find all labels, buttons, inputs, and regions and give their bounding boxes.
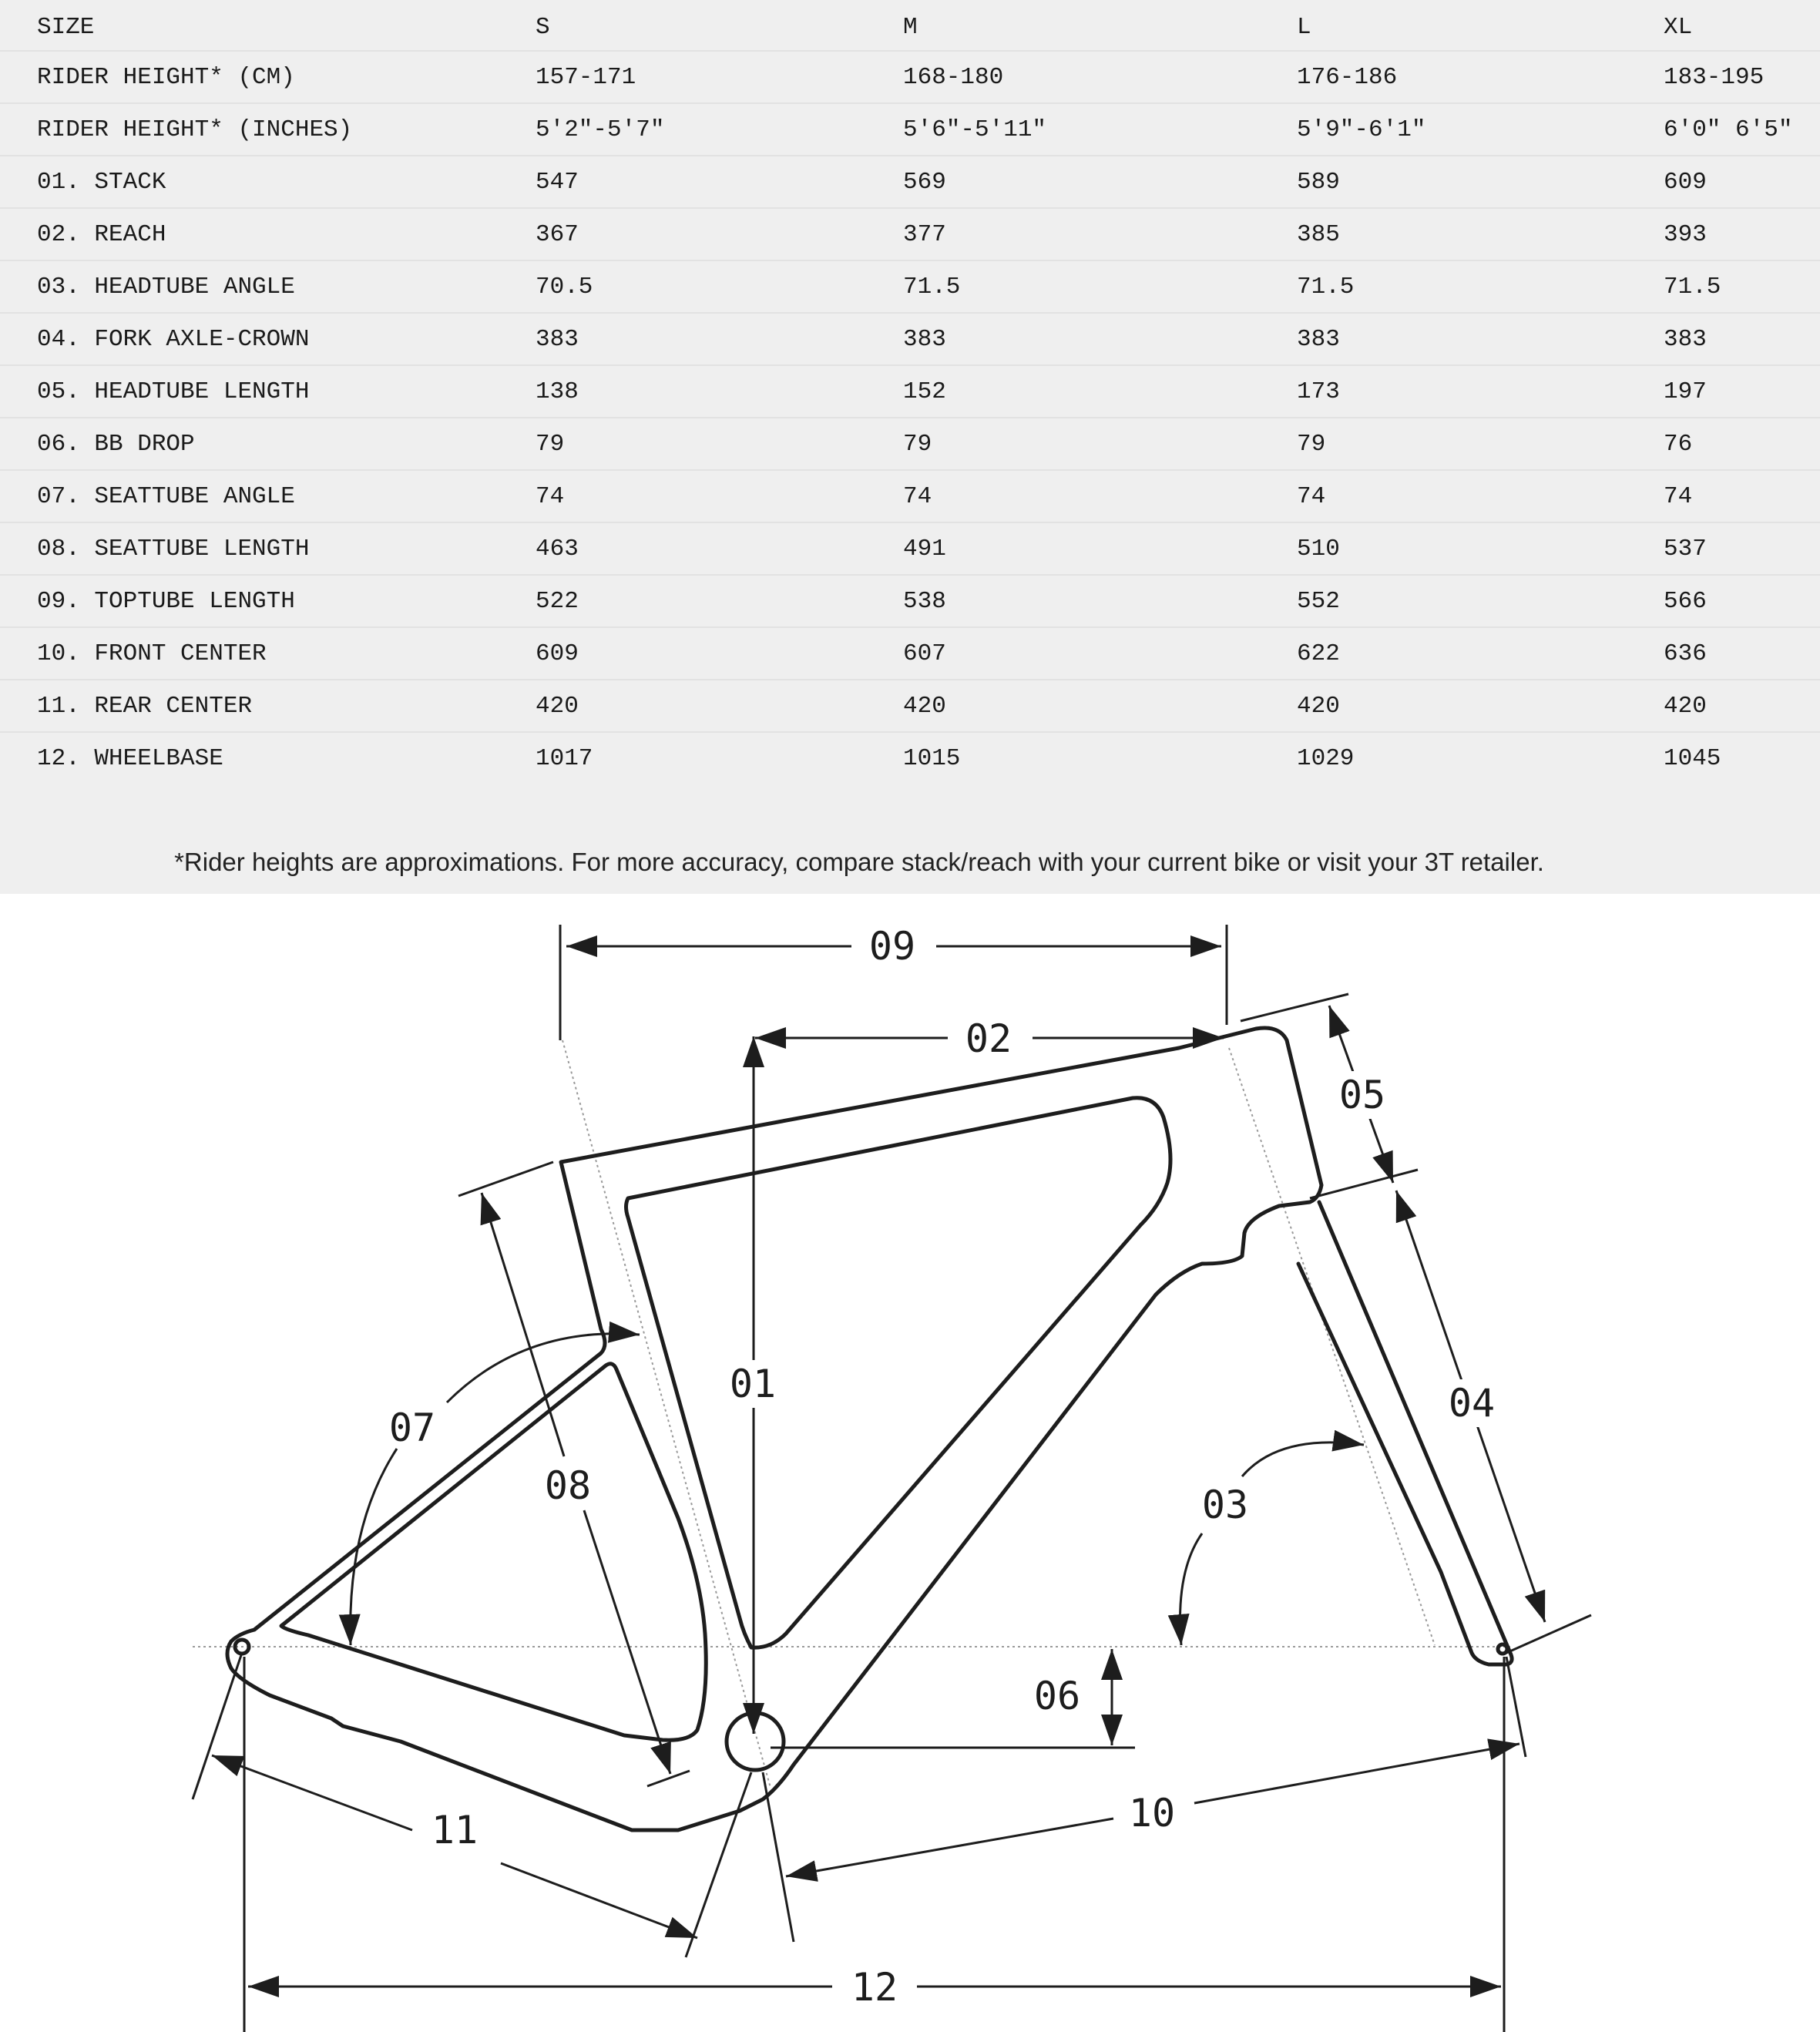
measurement-value-cell: 622 (1297, 640, 1340, 667)
measurement-value-cell: 537 (1664, 535, 1707, 563)
size-header-cell: M (903, 14, 918, 41)
measurement-value-cell: 1015 (903, 745, 961, 772)
measurement-value-cell: 538 (903, 587, 946, 615)
geometry-table (0, 0, 1820, 784)
measurement-value-cell: 152 (903, 378, 946, 405)
measurement-value-cell: 70.5 (536, 273, 593, 301)
geometry-panel (0, 0, 1820, 894)
dim-headtube-length (1241, 994, 1418, 1198)
measurement-value-cell: 168-180 (903, 63, 1004, 91)
measurement-value-cell: 609 (1664, 168, 1707, 196)
measurement-value-cell: 383 (1664, 325, 1707, 353)
table-row (0, 51, 1820, 103)
measurement-label-cell: 03. HEADTUBE ANGLE (37, 273, 295, 301)
measurement-value-cell: 491 (903, 535, 946, 563)
measurement-value-cell: 420 (536, 692, 579, 720)
table-row (0, 418, 1820, 470)
measurement-value-cell: 71.5 (1664, 273, 1721, 301)
table-row (0, 680, 1820, 732)
measurement-value-cell: 463 (536, 535, 579, 563)
measurement-value-cell: 547 (536, 168, 579, 196)
measurement-value-cell: 176-186 (1297, 63, 1398, 91)
measurement-value-cell: 173 (1297, 378, 1340, 405)
dim-fork-axle-crown (1396, 1191, 1591, 1653)
measurement-value-cell: 76 (1664, 430, 1693, 458)
measurement-value-cell: 79 (1297, 430, 1326, 458)
measurement-value-cell: 420 (1664, 692, 1707, 720)
table-header-row (0, 0, 1820, 51)
label-front-center: 10 (1128, 1791, 1176, 1836)
table-row (0, 627, 1820, 680)
measurement-value-cell: 510 (1297, 535, 1340, 563)
measurement-value-cell: 183-195 (1664, 63, 1765, 91)
headtube-extension-line (1229, 1048, 1435, 1645)
rider-height-footnote: *Rider heights are approximations. For more accuracy, compare stack/reach with your current bike or visit your 3T retailer. (174, 848, 1544, 876)
measurement-value-cell: 1045 (1664, 745, 1721, 772)
front-axle (1498, 1644, 1507, 1654)
measurement-value-cell: 74 (1297, 482, 1326, 510)
measurement-value-cell: 383 (536, 325, 579, 353)
label-toptube-length: 09 (868, 924, 916, 969)
measurement-value-cell: 1017 (536, 745, 593, 772)
measurement-label-cell: 06. BB DROP (37, 430, 195, 458)
size-header-cell: S (536, 14, 550, 41)
measurement-value-cell: 589 (1297, 168, 1340, 196)
label-reach: 02 (965, 1016, 1012, 1061)
dim-stack (717, 1036, 794, 1734)
measurement-label-cell: RIDER HEIGHT* (CM) (37, 63, 295, 91)
measurement-label-cell: RIDER HEIGHT* (INCHES) (37, 116, 353, 143)
table-row (0, 365, 1820, 418)
frame-geometry-diagram (0, 894, 1820, 2032)
label-wheelbase: 12 (851, 1965, 898, 2010)
label-stack: 01 (729, 1362, 777, 1406)
table-row (0, 732, 1820, 784)
measurement-value-cell: 138 (536, 378, 579, 405)
measurement-value-cell: 5'6"-5'11" (903, 116, 1047, 143)
measurement-value-cell: 74 (1664, 482, 1693, 510)
label-rear-center: 11 (431, 1808, 479, 1852)
measurement-value-cell: 420 (903, 692, 946, 720)
measurement-value-cell: 79 (536, 430, 565, 458)
measurement-value-cell: 71.5 (1297, 273, 1355, 301)
bottom-bracket (727, 1713, 784, 1770)
measurement-value-cell: 609 (536, 640, 579, 667)
label-seattube-length: 08 (544, 1463, 592, 1508)
size-header-cell: XL (1664, 14, 1693, 41)
measurement-value-cell: 79 (903, 430, 932, 458)
measurement-label-cell: 10. FRONT CENTER (37, 640, 267, 667)
measurement-value-cell: 377 (903, 220, 946, 248)
label-seattube-angle: 07 (388, 1406, 436, 1450)
dim-seattube-angle (351, 1334, 640, 1645)
measurement-value-cell: 566 (1664, 587, 1707, 615)
table-row (0, 313, 1820, 365)
table-row (0, 522, 1820, 575)
measurement-label-cell: 12. WHEELBASE (37, 745, 223, 772)
table-row (0, 103, 1820, 156)
dim-headtube-angle (1180, 1443, 1364, 1645)
measurement-value-cell: 569 (903, 168, 946, 196)
measurement-value-cell: 6'0" 6'5" (1664, 116, 1793, 143)
measurement-value-cell: 157-171 (536, 63, 636, 91)
measurement-value-cell: 5'2"-5'7" (536, 116, 665, 143)
measurement-value-cell: 393 (1664, 220, 1707, 248)
table-row (0, 470, 1820, 522)
measurement-value-cell: 607 (903, 640, 946, 667)
measurement-value-cell: 74 (536, 482, 565, 510)
measurement-value-cell: 552 (1297, 587, 1340, 615)
measurement-value-cell: 71.5 (903, 273, 961, 301)
measurement-value-cell: 522 (536, 587, 579, 615)
measurement-label-cell: 07. SEATTUBE ANGLE (37, 482, 295, 510)
measurement-value-cell: 5'9"-6'1" (1297, 116, 1426, 143)
measurement-label-cell: 01. STACK (37, 168, 166, 196)
label-fork-axle-crown: 04 (1448, 1381, 1496, 1426)
measurement-label-cell: 11. REAR CENTER (37, 692, 253, 720)
measurement-label-cell: 05. HEADTUBE LENGTH (37, 378, 310, 405)
measurement-value-cell: 383 (903, 325, 946, 353)
measurement-value-cell: 385 (1297, 220, 1340, 248)
dim-reach (755, 1016, 1224, 1062)
label-headtube-angle: 03 (1201, 1483, 1249, 1527)
table-row (0, 575, 1820, 627)
measurement-label-cell: 04. FORK AXLE-CROWN (37, 325, 310, 353)
measurement-label-cell: 09. TOPTUBE LENGTH (37, 587, 295, 615)
seattube-extension-line (562, 1040, 771, 1788)
measurement-value-cell: 367 (536, 220, 579, 248)
measurement-label-cell: 02. REACH (37, 220, 166, 248)
measurement-value-cell: 197 (1664, 378, 1707, 405)
table-row (0, 208, 1820, 260)
measurement-label-cell: 08. SEATTUBE LENGTH (37, 535, 310, 563)
table-row (0, 156, 1820, 208)
measurement-value-cell: 1029 (1297, 745, 1355, 772)
measurement-value-cell: 420 (1297, 692, 1340, 720)
measurement-value-cell: 383 (1297, 325, 1340, 353)
dim-bb-drop (771, 1649, 1135, 1748)
label-headtube-length: 05 (1338, 1073, 1386, 1117)
size-header-cell: L (1297, 14, 1311, 41)
size-header-cell: SIZE (37, 14, 95, 41)
dim-front-center (763, 1657, 1526, 1942)
measurement-value-cell: 74 (903, 482, 932, 510)
measurement-value-cell: 636 (1664, 640, 1707, 667)
dim-toptube-length (560, 923, 1227, 1040)
label-bb-drop: 06 (1033, 1674, 1081, 1718)
table-row (0, 260, 1820, 313)
